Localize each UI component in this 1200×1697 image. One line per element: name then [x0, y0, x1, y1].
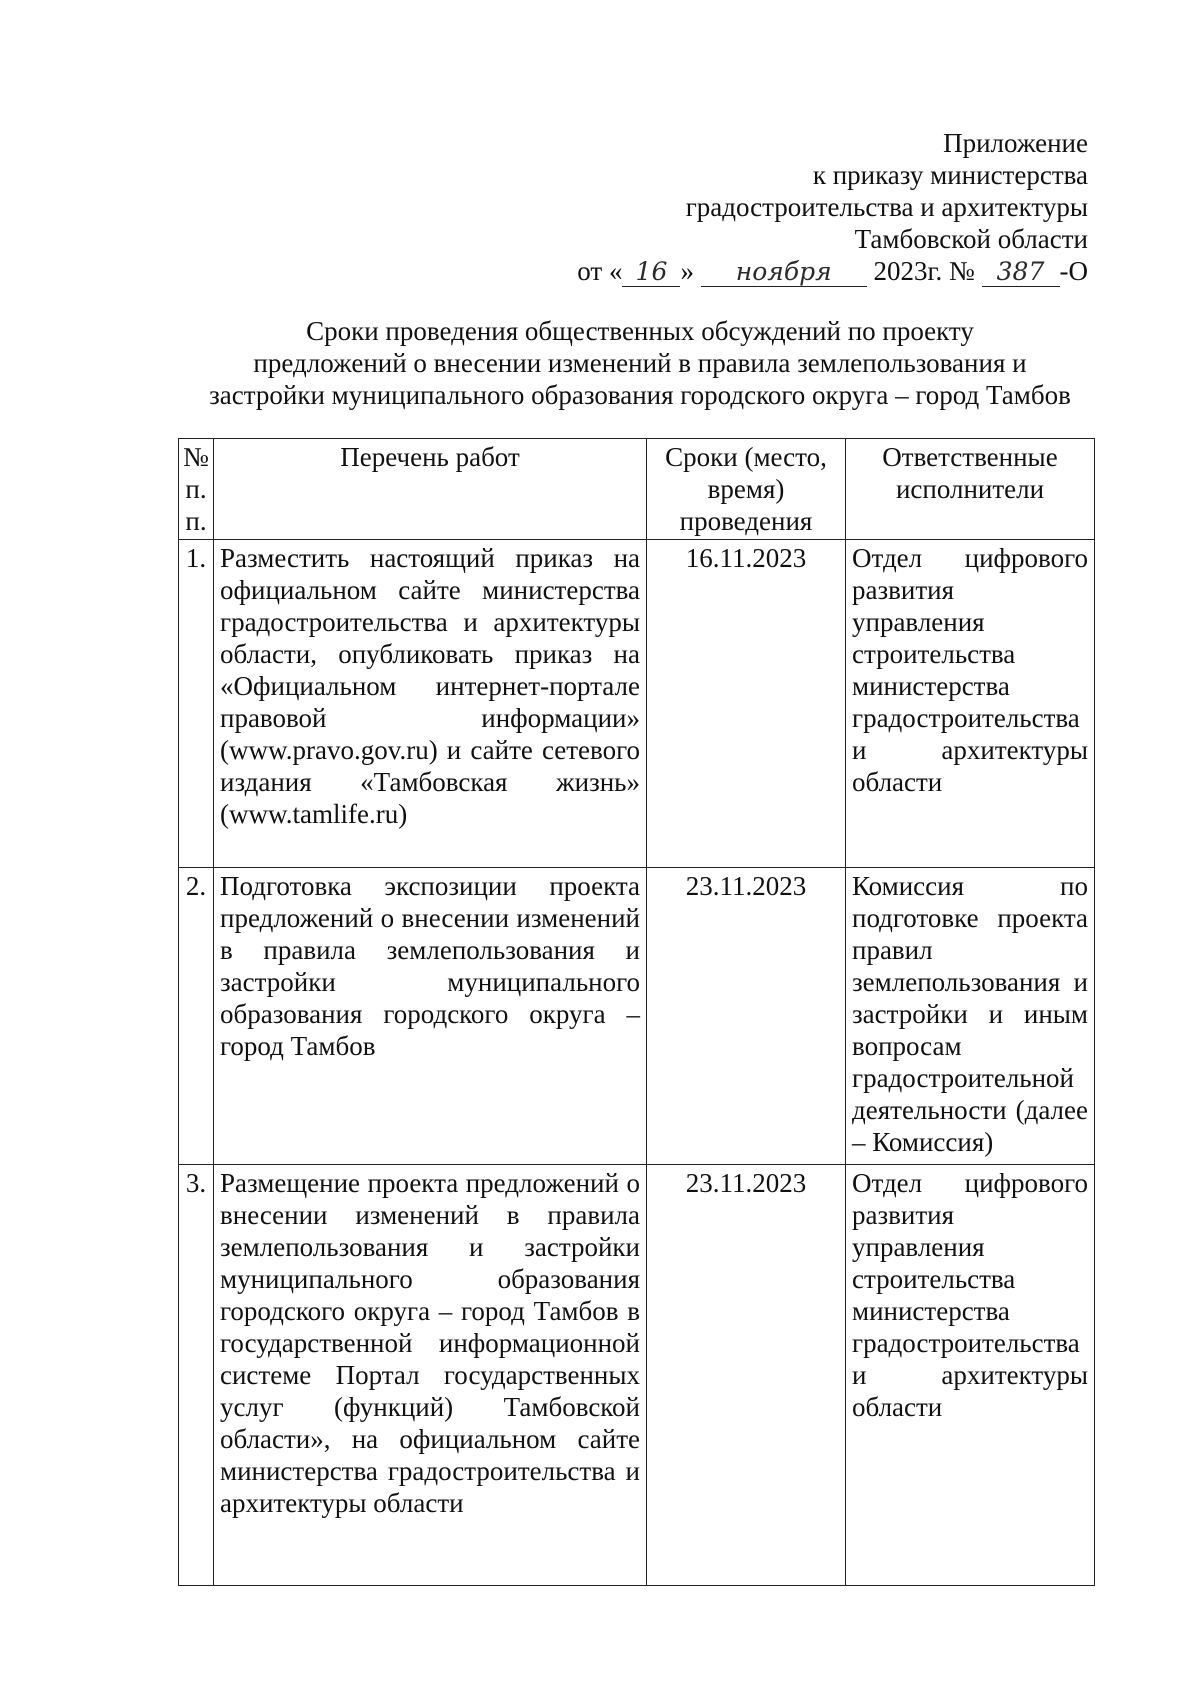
header-term: Сроки (место, время) проведения: [647, 439, 846, 540]
table-row: [179, 1165, 1095, 1586]
date-prefix: от «: [577, 256, 623, 286]
row-work: Размещение проекта предложений о внесении изменений в правила землепользования и застройки муниципального образования городского округа – город Тамбов в государственной информационной системе Портал государственных услуг (функций) Тамбовской области», на официальном сайте министерства градостроительства и архитектуры области: [214, 1165, 647, 1586]
region-name: Тамбовской области: [854, 224, 1088, 254]
table-header-row: [179, 439, 1095, 540]
row-responsible: Отдел цифрового развития управления строительства министерства градостроительства и архитектуры области: [846, 1165, 1095, 1586]
row-term: 23.11.2023: [647, 868, 846, 1165]
document-title: [160, 315, 1120, 411]
row-term: 16.11.2023: [647, 540, 846, 868]
row-num: 1.: [179, 540, 214, 868]
table-row: [179, 540, 1095, 868]
order-year: 2023г. №: [873, 256, 975, 286]
row-work: Подготовка экспозиции проекта предложений о внесении изменений в правила землепользования и застройки муниципального образования городского округа – город Тамбов: [214, 868, 647, 1165]
title-line-3: застройки муниципального образования городского округа – город Тамбов: [209, 380, 1071, 410]
schedule-table: [178, 438, 1095, 1586]
row-num: 3.: [179, 1165, 214, 1586]
row-num: 2.: [179, 868, 214, 1165]
header-work: Перечень работ: [214, 439, 647, 540]
order-month: ноября: [701, 258, 867, 287]
header-responsible: Ответственные исполнители: [846, 439, 1095, 540]
order-reference: к приказу министерства: [812, 160, 1088, 190]
appendix-header: [577, 127, 1088, 287]
row-responsible: Отдел цифрового развития управления строительства министерства градостроительства и архитектуры области: [846, 540, 1095, 868]
row-work: Разместить настоящий приказ на официальном сайте министерства градостроительства и архитектуры области, опубликовать приказ на «Официальном интернет-портале правовой информации» (www.pravo.gov.ru) и сайте сетевого издания «Тамбовская жизнь» (www.tamlife.ru): [214, 540, 647, 868]
order-day: 16: [622, 258, 680, 287]
header-num: № п. п.: [179, 439, 214, 540]
appendix-label: Приложение: [943, 128, 1088, 158]
table-row: [179, 868, 1095, 1165]
date-quote-close: »: [680, 256, 694, 286]
title-line-1: Сроки проведения общественных обсуждений по проекту: [306, 316, 974, 346]
order-date-number: [577, 255, 1088, 287]
row-term: 23.11.2023: [647, 1165, 846, 1586]
row-responsible: Комиссия по подготовке проекта правил землепользования и застройки и иным вопросам градостроительной деятельности (далее – Комиссия): [846, 868, 1095, 1165]
order-number-suffix: -О: [1059, 256, 1088, 286]
title-line-2: предложений о внесении изменений в правила землепользования и: [253, 348, 1027, 378]
order-number: 387: [982, 258, 1060, 287]
ministry-name: градостроительства и архитектуры: [685, 192, 1088, 222]
